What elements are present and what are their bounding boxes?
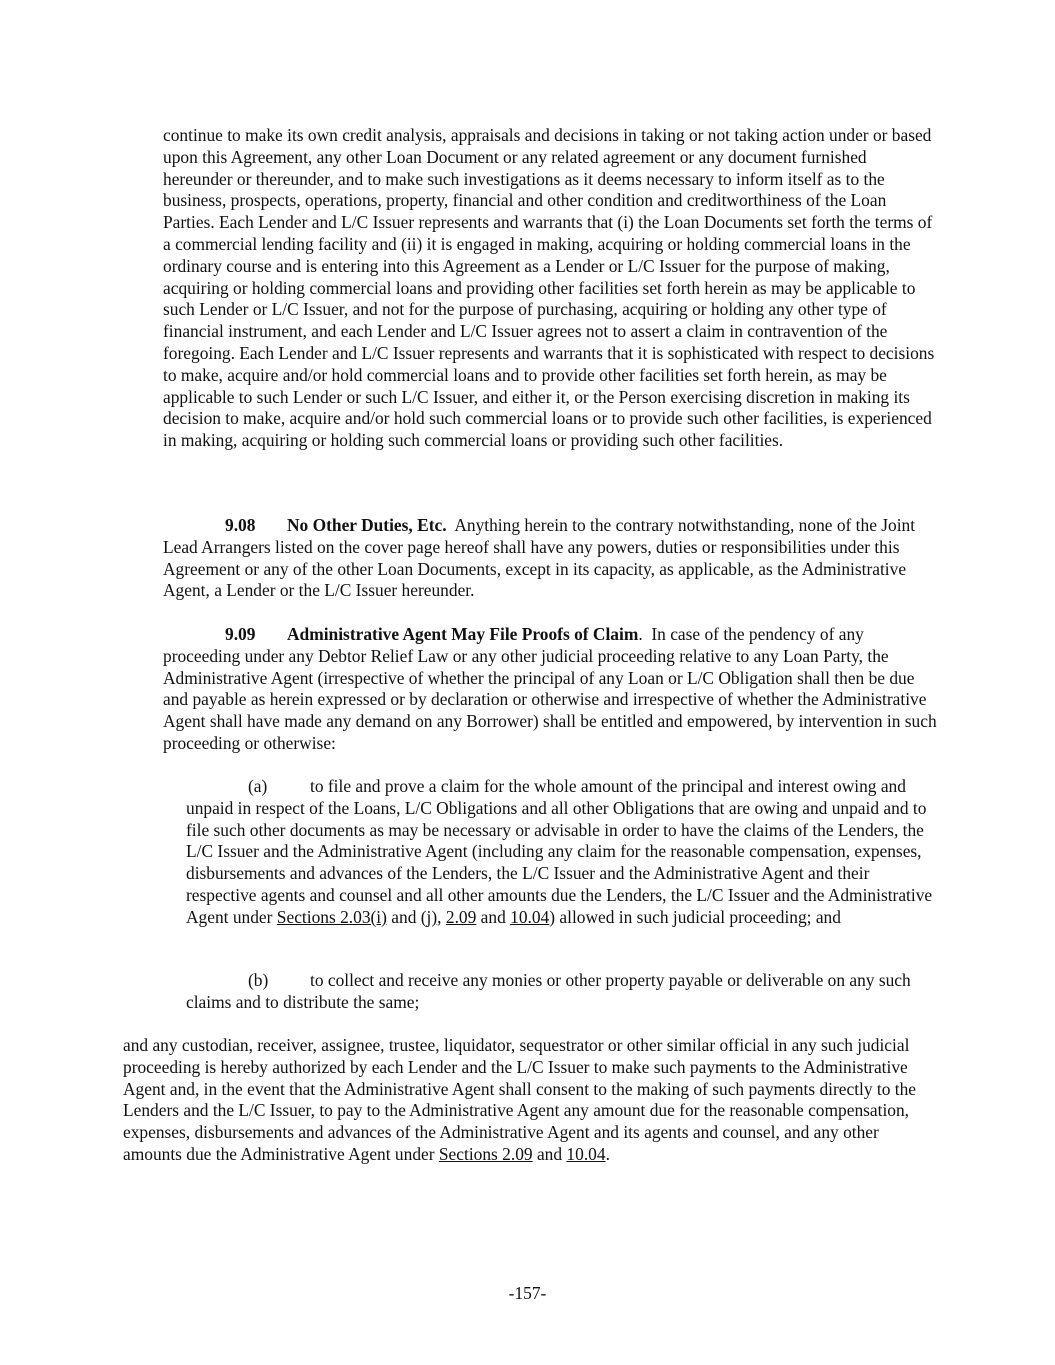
- section-heading: No Other Duties, Etc.: [287, 515, 447, 535]
- closing-paragraph: [123, 1035, 938, 1166]
- section-9-08: [163, 515, 938, 602]
- section-heading: Administrative Agent May File Proofs of Claim: [287, 624, 639, 644]
- heading-period: .: [638, 624, 643, 644]
- section-body: Anything herein to the contrary notwithstanding, none of the Joint Lead Arrangers listed on the cover page hereof shall have any powers, duties or responsibilities under this Agreement or any of the other Loan Documents, except in its capacity, as applicable, as the Administrative Agent, a Lender or the L/C Issuer hereunder.: [163, 515, 916, 601]
- clause-label: (b): [248, 970, 269, 990]
- paragraph-text: .: [605, 1143, 610, 1164]
- cross-reference-link[interactable]: Sections 2.03(i): [276, 906, 387, 927]
- cross-reference-link[interactable]: Sections 2.09: [438, 1143, 533, 1164]
- section-number: 9.08: [225, 515, 256, 535]
- clause-label: (a): [248, 776, 268, 796]
- cross-reference-link[interactable]: 10.04: [510, 906, 550, 927]
- clause-text: ) allowed in such judicial proceeding; and: [549, 906, 841, 927]
- section-9-09: [163, 624, 938, 755]
- clause-text: to collect and receive any monies or other property payable or deliverable on any such claims and to distribute the same;: [186, 970, 911, 1012]
- clause-text: ,: [437, 906, 446, 927]
- intro-paragraph: continue to make its own credit analysis, appraisals and decisions in taking or not taking action under or based upon this Agreement, any other Loan Document or any related agreement or any document furnished hereunder or thereunder, and to make such investigations as it deems necessary to inform itself as to the business, prospects, operations, property, financial and other condition and creditworthiness of the Loan Parties. Each Lender and L/C Issuer represents and warrants that (i) the Loan Documents set forth the terms of a commercial lending facility and (ii) it is engaged in making, acquiring or holding commercial loans in the ordinary course and is entering into this Agreement as a Lender or L/C Issuer for the purpose of making, acquiring or holding commercial loans and providing other facilities set forth herein as may be applicable to such Lender or L/C Issuer, and not for the purpose of purchasing, acquiring or holding any other type of financial instrument, and each Lender and L/C Issuer agrees not to assert a claim in contravention of the foregoing. Each Lender and L/C Issuer represents and warrants that it is sophisticated with respect to decisions to make, acquire and/or hold commercial loans and to provide other facilities set forth herein, as may be applicable to such Lender or such L/C Issuer, and either it, or the Person exercising discretion in making its decision to make, acquire and/or hold such commercial loans or to provide such other facilities, is experienced in making, acquiring or holding such commercial loans or providing such other facilities.: [163, 125, 935, 451]
- cross-reference-link[interactable]: 10.04: [566, 1143, 606, 1164]
- section-body: In case of the pendency of any proceeding under any Debtor Relief Law or any other judicial proceeding relative to any Loan Party, the Administrative Agent (irrespective of whether the principal of any Loan or L/C Obligation shall then be due and payable as herein expressed or by declaration or otherwise and irrespective of whether the Administrative Agent shall have made any demand on any Borrower) shall be entitled and empowered, by intervention in such proceeding or otherwise:: [163, 624, 937, 753]
- clause-b: [186, 970, 938, 1014]
- section-number: 9.09: [225, 624, 256, 644]
- clause-text: and: [476, 906, 511, 927]
- clause-text: to file and prove a claim for the whole amount of the principal and interest owing and unpaid in respect of the Loans, L/C Obligations and all other Obligations that are owing and unpaid and to file such other documents as may be necessary or advisable in order to have the claims of the Lenders, the L/C Issuer and the Administrative Agent (including any claim for the reasonable compensation, expenses, disbursements and advances of the Lenders, the L/C Issuer and the Administrative Agent and their respective agents and counsel and all other amounts due the Lenders, the L/C Issuer and the Administrative Agent under: [186, 776, 933, 927]
- clause-a: [186, 776, 938, 929]
- paragraph-text: and: [532, 1143, 567, 1164]
- clause-text: and: [386, 906, 421, 927]
- cross-reference-link[interactable]: 2.09: [445, 906, 477, 927]
- paragraph-text: and any custodian, receiver, assignee, trustee, liquidator, sequestrator or other similar official in any such judicial proceeding is hereby authorized by each Lender and the L/C Issuer to make such payments to the Administrative Agent and, in the event that the Administrative Agent shall consent to the making of such payments directly to the Lenders and the L/C Issuer, to pay to the Administrative Agent any amount due for the reasonable compensation, expenses, disbursements and advances of the Administrative Agent and its agents and counsel, and any other amounts due the Administrative Agent under: [123, 1035, 917, 1164]
- page-number: -157-: [508, 1283, 547, 1303]
- cross-reference-link[interactable]: (j): [420, 906, 438, 927]
